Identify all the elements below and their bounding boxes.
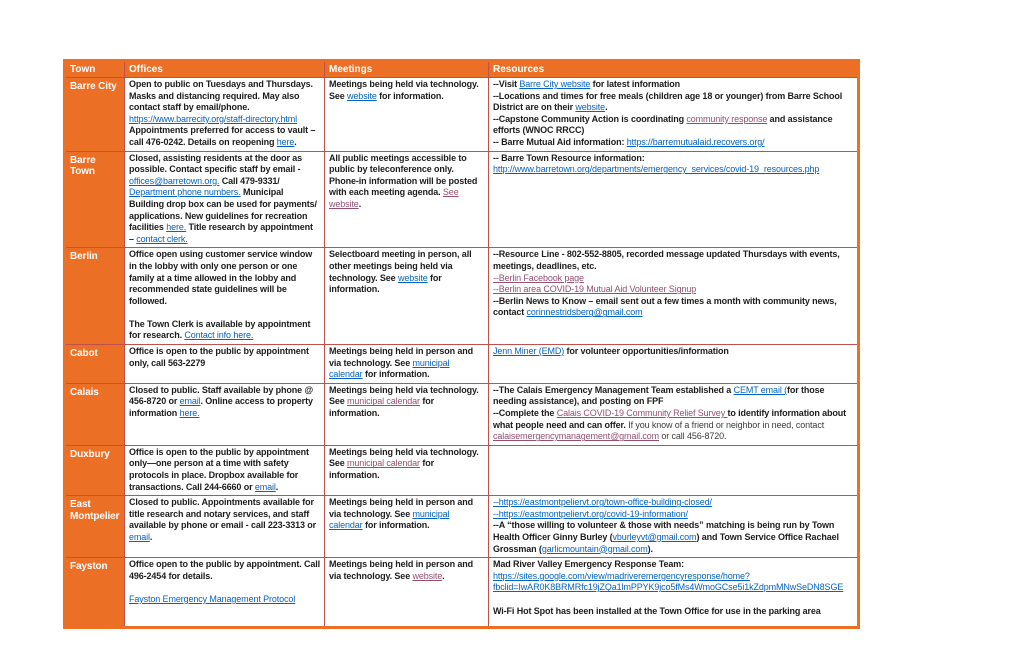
text-segment: .	[275, 481, 279, 492]
table-row-barre-town	[65, 151, 859, 248]
paragraph	[129, 346, 320, 369]
resources-cell	[489, 496, 859, 558]
paragraph	[493, 273, 853, 285]
text-segment: ) and Town Service Office Rachael Grossman (	[493, 531, 839, 554]
hyperlink[interactable]: email	[179, 396, 201, 407]
paragraph	[129, 153, 320, 246]
hyperlink[interactable]: Department phone numbers.	[129, 187, 241, 198]
resources-cell	[489, 445, 859, 495]
text-segment: for information.	[329, 272, 442, 295]
paragraph	[493, 571, 853, 594]
text-segment: --Capstone Community Action is coordinating	[493, 113, 687, 124]
text-segment: Call 479-9331/	[219, 175, 280, 186]
text-segment: .	[294, 136, 297, 147]
offices-cell	[125, 383, 325, 445]
text-segment: for information.	[329, 458, 434, 480]
text-segment: and assistance efforts (WNOC RRCC)	[493, 113, 833, 136]
paragraph	[493, 137, 853, 149]
offices-cell	[125, 78, 325, 152]
hyperlink[interactable]: Fayston Emergency Management Protocol	[129, 593, 296, 604]
meetings-cell	[325, 151, 489, 248]
text-segment: . Online access to property information	[129, 396, 313, 419]
text-segment: --Locations and times for free meals (children age 18 or younger) from Barre School District are on their	[493, 90, 843, 113]
meetings-cell	[325, 345, 489, 384]
paragraph	[129, 79, 320, 114]
meetings-cell	[325, 496, 489, 558]
paragraph	[329, 249, 484, 295]
table-row-barre-city	[65, 78, 859, 152]
table-row-fayston	[65, 558, 859, 628]
hyperlink[interactable]: website	[397, 272, 428, 283]
text-segment: Municipal Building drop box can be used for payments/ applications. New guidelines for recreation facilities	[129, 187, 317, 233]
text-segment: Mad River Valley Emergency Response Team:	[493, 559, 684, 570]
hyperlink[interactable]: Calais COVID-19 Community Relief Survey	[556, 408, 728, 419]
town-name-cell: Calais	[65, 383, 125, 445]
hyperlink[interactable]: contact clerk.	[136, 233, 188, 244]
town-name-cell: Duxbury	[65, 445, 125, 495]
text-segment: All public meetings accessible to public by teleconference only. Phone-in information will be posted with each meeting agenda.	[329, 152, 478, 198]
paragraph	[329, 79, 484, 102]
paragraph	[329, 153, 484, 211]
document-page	[63, 59, 860, 629]
text-segment: for information.	[329, 396, 434, 419]
table-row-berlin	[65, 248, 859, 345]
resources-cell	[489, 151, 859, 248]
meetings-cell	[325, 248, 489, 345]
text-segment: .	[149, 531, 153, 542]
text-segment: Selectboard meeting in person, all other meetings being held via technology. See	[329, 249, 472, 283]
meetings-cell	[325, 558, 489, 628]
table-row-calais	[65, 383, 859, 445]
text-segment: --Berlin News to Know – email sent out a few times a month with community news, contact	[493, 295, 837, 318]
hyperlink[interactable]: https://barremutualaid.recovers.org/	[626, 136, 765, 147]
hyperlink[interactable]: Barre City website	[519, 79, 591, 89]
paragraph	[493, 606, 853, 618]
text-segment: or call 456-8720.	[659, 431, 727, 442]
text-segment: ).	[647, 543, 653, 554]
hyperlink[interactable]: Contact info here.	[184, 330, 254, 341]
table-row-duxbury	[65, 445, 859, 495]
hyperlink[interactable]: here.	[166, 222, 187, 233]
text-segment: .	[358, 198, 362, 209]
text-segment: Office open using customer service window in the lobby with only one person or one family at a time allowed in the lobby and recommended state guidelines will be followed.	[129, 249, 313, 306]
paragraph	[493, 509, 853, 521]
table-row-east-montpelier	[65, 496, 859, 558]
hyperlink[interactable]: --Berlin Facebook page	[493, 272, 584, 283]
text-segment: -- Barre Town Resource information:	[493, 152, 645, 163]
hyperlink[interactable]: municipal calendar	[329, 357, 450, 380]
text-segment: Closed, assisting residents at the door as possible. Contact specific staff by email -	[129, 152, 303, 175]
town-name-cell: Fayston	[65, 558, 125, 628]
hyperlink[interactable]: --https://eastmontpeliervt.org/town-office-building-closed/	[493, 497, 712, 508]
hyperlink[interactable]: website	[347, 90, 377, 101]
text-segment: for information.	[362, 520, 430, 531]
hyperlink[interactable]: corinnestridsberg@gmail.com	[526, 307, 643, 318]
paragraph	[129, 559, 320, 582]
resources-cell	[489, 558, 859, 628]
text-segment: Closed to public. Appointments available for title research and notary services, and staff available by phone or email - call 223-3313 or	[129, 497, 317, 531]
text-segment: for those needing assistance), and posting on FPF	[493, 384, 825, 407]
paragraph	[329, 385, 484, 420]
town-name-cell: Cabot	[65, 345, 125, 384]
hyperlink[interactable]: municipal calendar	[347, 396, 420, 407]
text-segment: --A “those willing to volunteer & those with needs” matching is being run by Town Health Officer Ginny Burley (	[493, 520, 835, 542]
hyperlink[interactable]: https://www.barrecity.org/staff-directory.html	[129, 113, 298, 124]
resources-cell	[489, 248, 859, 345]
text-segment: Wi-Fi Hot Spot has been installed at the Town Office for use in the parking area	[493, 605, 821, 616]
paragraph	[493, 594, 853, 606]
hyperlink[interactable]: website	[412, 570, 443, 581]
town-name-cell: East Montpelier	[65, 496, 125, 558]
town-name-cell: Barre City	[65, 78, 125, 152]
hyperlink[interactable]: CEMT email (	[733, 384, 787, 395]
text-segment: .	[442, 570, 445, 581]
paragraph	[129, 319, 320, 342]
paragraph	[493, 520, 853, 555]
table-row-cabot	[65, 345, 859, 384]
paragraph	[493, 164, 853, 176]
paragraph	[493, 284, 853, 296]
hyperlink[interactable]: municipal calendar	[329, 508, 450, 531]
hyperlink[interactable]: email	[129, 531, 150, 542]
text-segment: Meetings being held in person and via technology. See	[329, 559, 474, 581]
paragraph	[129, 497, 320, 543]
text-segment: Meetings being held via technology. See	[329, 446, 479, 469]
hyperlink[interactable]: community response	[686, 113, 768, 124]
hyperlink[interactable]: https://sites.google.com/view/madriveremergencyresponse/home?fbclid=IwAR0K8BRMRfc19jZQa1lmPPYK9jco5fMs4WmoGCse5i1kZdpmMNwSeDN8SGE	[493, 570, 844, 593]
text-segment: The Town Clerk is available by appointment for research.	[129, 318, 311, 341]
paragraph	[129, 125, 320, 148]
paragraph	[493, 91, 853, 114]
hyperlink[interactable]: See website	[329, 187, 459, 209]
paragraph	[493, 296, 853, 319]
paragraph	[493, 249, 853, 272]
text-segment: for information.	[362, 369, 430, 380]
text-segment: Meetings being held via technology. See	[329, 79, 479, 101]
text-segment: Office open to the public by appointment. Call 496-2454 for details.	[129, 559, 320, 581]
text-segment: Title research by appointment –	[129, 222, 313, 244]
hyperlink[interactable]: municipal calendar	[347, 458, 420, 469]
resources-cell	[489, 383, 859, 445]
text-segment: If you know of a friend or neighbor in need, contact	[628, 419, 825, 430]
text-segment: Meetings being held via technology. See	[329, 384, 479, 407]
hyperlink[interactable]: calaisemergencymanagement@gmail.com	[493, 431, 660, 442]
town-name-cell: Berlin	[65, 248, 125, 345]
offices-cell	[125, 496, 325, 558]
meetings-cell	[325, 78, 489, 152]
paragraph	[329, 346, 484, 381]
paragraph	[493, 79, 853, 91]
text-segment: for latest information	[590, 79, 681, 89]
column-header-offices: Offices	[125, 61, 325, 78]
paragraph	[129, 582, 320, 594]
meetings-cell	[325, 383, 489, 445]
offices-cell	[125, 345, 325, 384]
hyperlink[interactable]: http://www.barretown.org/departments/emergency_services/covid-19_resources.php	[493, 164, 820, 175]
text-segment: for information.	[376, 90, 444, 101]
text-segment: -- Barre Mutual Aid information:	[493, 136, 627, 147]
text-segment: Office is open to the public by appointment only—one person at a time with safety protocols in place. Dropbox available for transactions. Call 244-6660 or	[129, 446, 309, 492]
paragraph	[129, 249, 320, 307]
hyperlink[interactable]: here.	[179, 408, 200, 419]
resources-cell	[489, 78, 859, 152]
hyperlink[interactable]: --https://eastmontpeliervt.org/covid-19-information/	[493, 508, 688, 519]
offices-cell	[125, 248, 325, 345]
text-segment: Closed to public. Staff available by phone @ 456-8720 or	[129, 384, 314, 407]
text-segment: --Visit	[493, 79, 520, 89]
column-header-resources: Resources	[489, 61, 859, 78]
meetings-cell	[325, 445, 489, 495]
text-segment: for volunteer opportunities/information	[564, 346, 729, 357]
paragraph	[493, 153, 853, 165]
hyperlink[interactable]: Jenn Miner (EMD)	[493, 346, 565, 357]
paragraph	[129, 307, 320, 319]
column-header-meetings: Meetings	[325, 61, 489, 78]
paragraph	[493, 385, 853, 408]
paragraph	[493, 346, 853, 358]
paragraph	[329, 497, 484, 532]
paragraph	[493, 408, 853, 443]
offices-cell	[125, 558, 325, 628]
paragraph	[329, 559, 484, 582]
header-row	[65, 61, 859, 78]
hyperlink[interactable]: here	[276, 136, 295, 147]
town-name-cell: Barre Town	[65, 151, 125, 248]
paragraph	[129, 447, 320, 493]
resources-cell	[489, 345, 859, 384]
offices-cell	[125, 151, 325, 248]
paragraph	[129, 385, 320, 420]
offices-cell	[125, 445, 325, 495]
hyperlink[interactable]: website	[575, 102, 606, 113]
column-header-town: Town	[65, 61, 125, 78]
hyperlink[interactable]: vburleyvt@gmail.com	[612, 531, 697, 542]
town-status-table	[63, 59, 860, 629]
paragraph	[129, 114, 320, 126]
hyperlink[interactable]: garlicmountain@gmail.com	[541, 543, 648, 554]
text-segment: Appointments preferred for access to vault – call 476-0242. Details on reopening	[129, 125, 316, 147]
paragraph	[493, 497, 853, 509]
hyperlink[interactable]: offices@barretown.org.	[129, 175, 220, 186]
text-segment: Open to public on Tuesdays and Thursdays. Masks and distancing required. May also contact staff by email/phone.	[129, 79, 313, 113]
text-segment: to identify information about what people need and can offer.	[493, 408, 846, 430]
text-segment: .	[605, 102, 608, 113]
text-segment: Meetings being held in person and via technology. See	[329, 346, 474, 368]
text-segment: --Resource Line - 802-552-8805, recorded message updated Thursdays with events, meetings, deadlines, etc.	[493, 249, 840, 271]
paragraph	[493, 114, 853, 137]
paragraph	[129, 594, 320, 606]
text-segment: --The Calais Emergency Management Team established a	[493, 384, 734, 395]
text-segment: --Complete the	[493, 408, 557, 419]
paragraph	[329, 447, 484, 482]
text-segment: Office is open to the public by appointment only, call 563-2279	[129, 346, 309, 368]
paragraph	[493, 559, 853, 571]
hyperlink[interactable]: --Berlin area COVID-19 Mutual Aid Volunteer Signup	[493, 284, 697, 295]
text-segment: Meetings being held in person and via technology. See	[329, 497, 474, 519]
hyperlink[interactable]: email	[254, 481, 276, 492]
